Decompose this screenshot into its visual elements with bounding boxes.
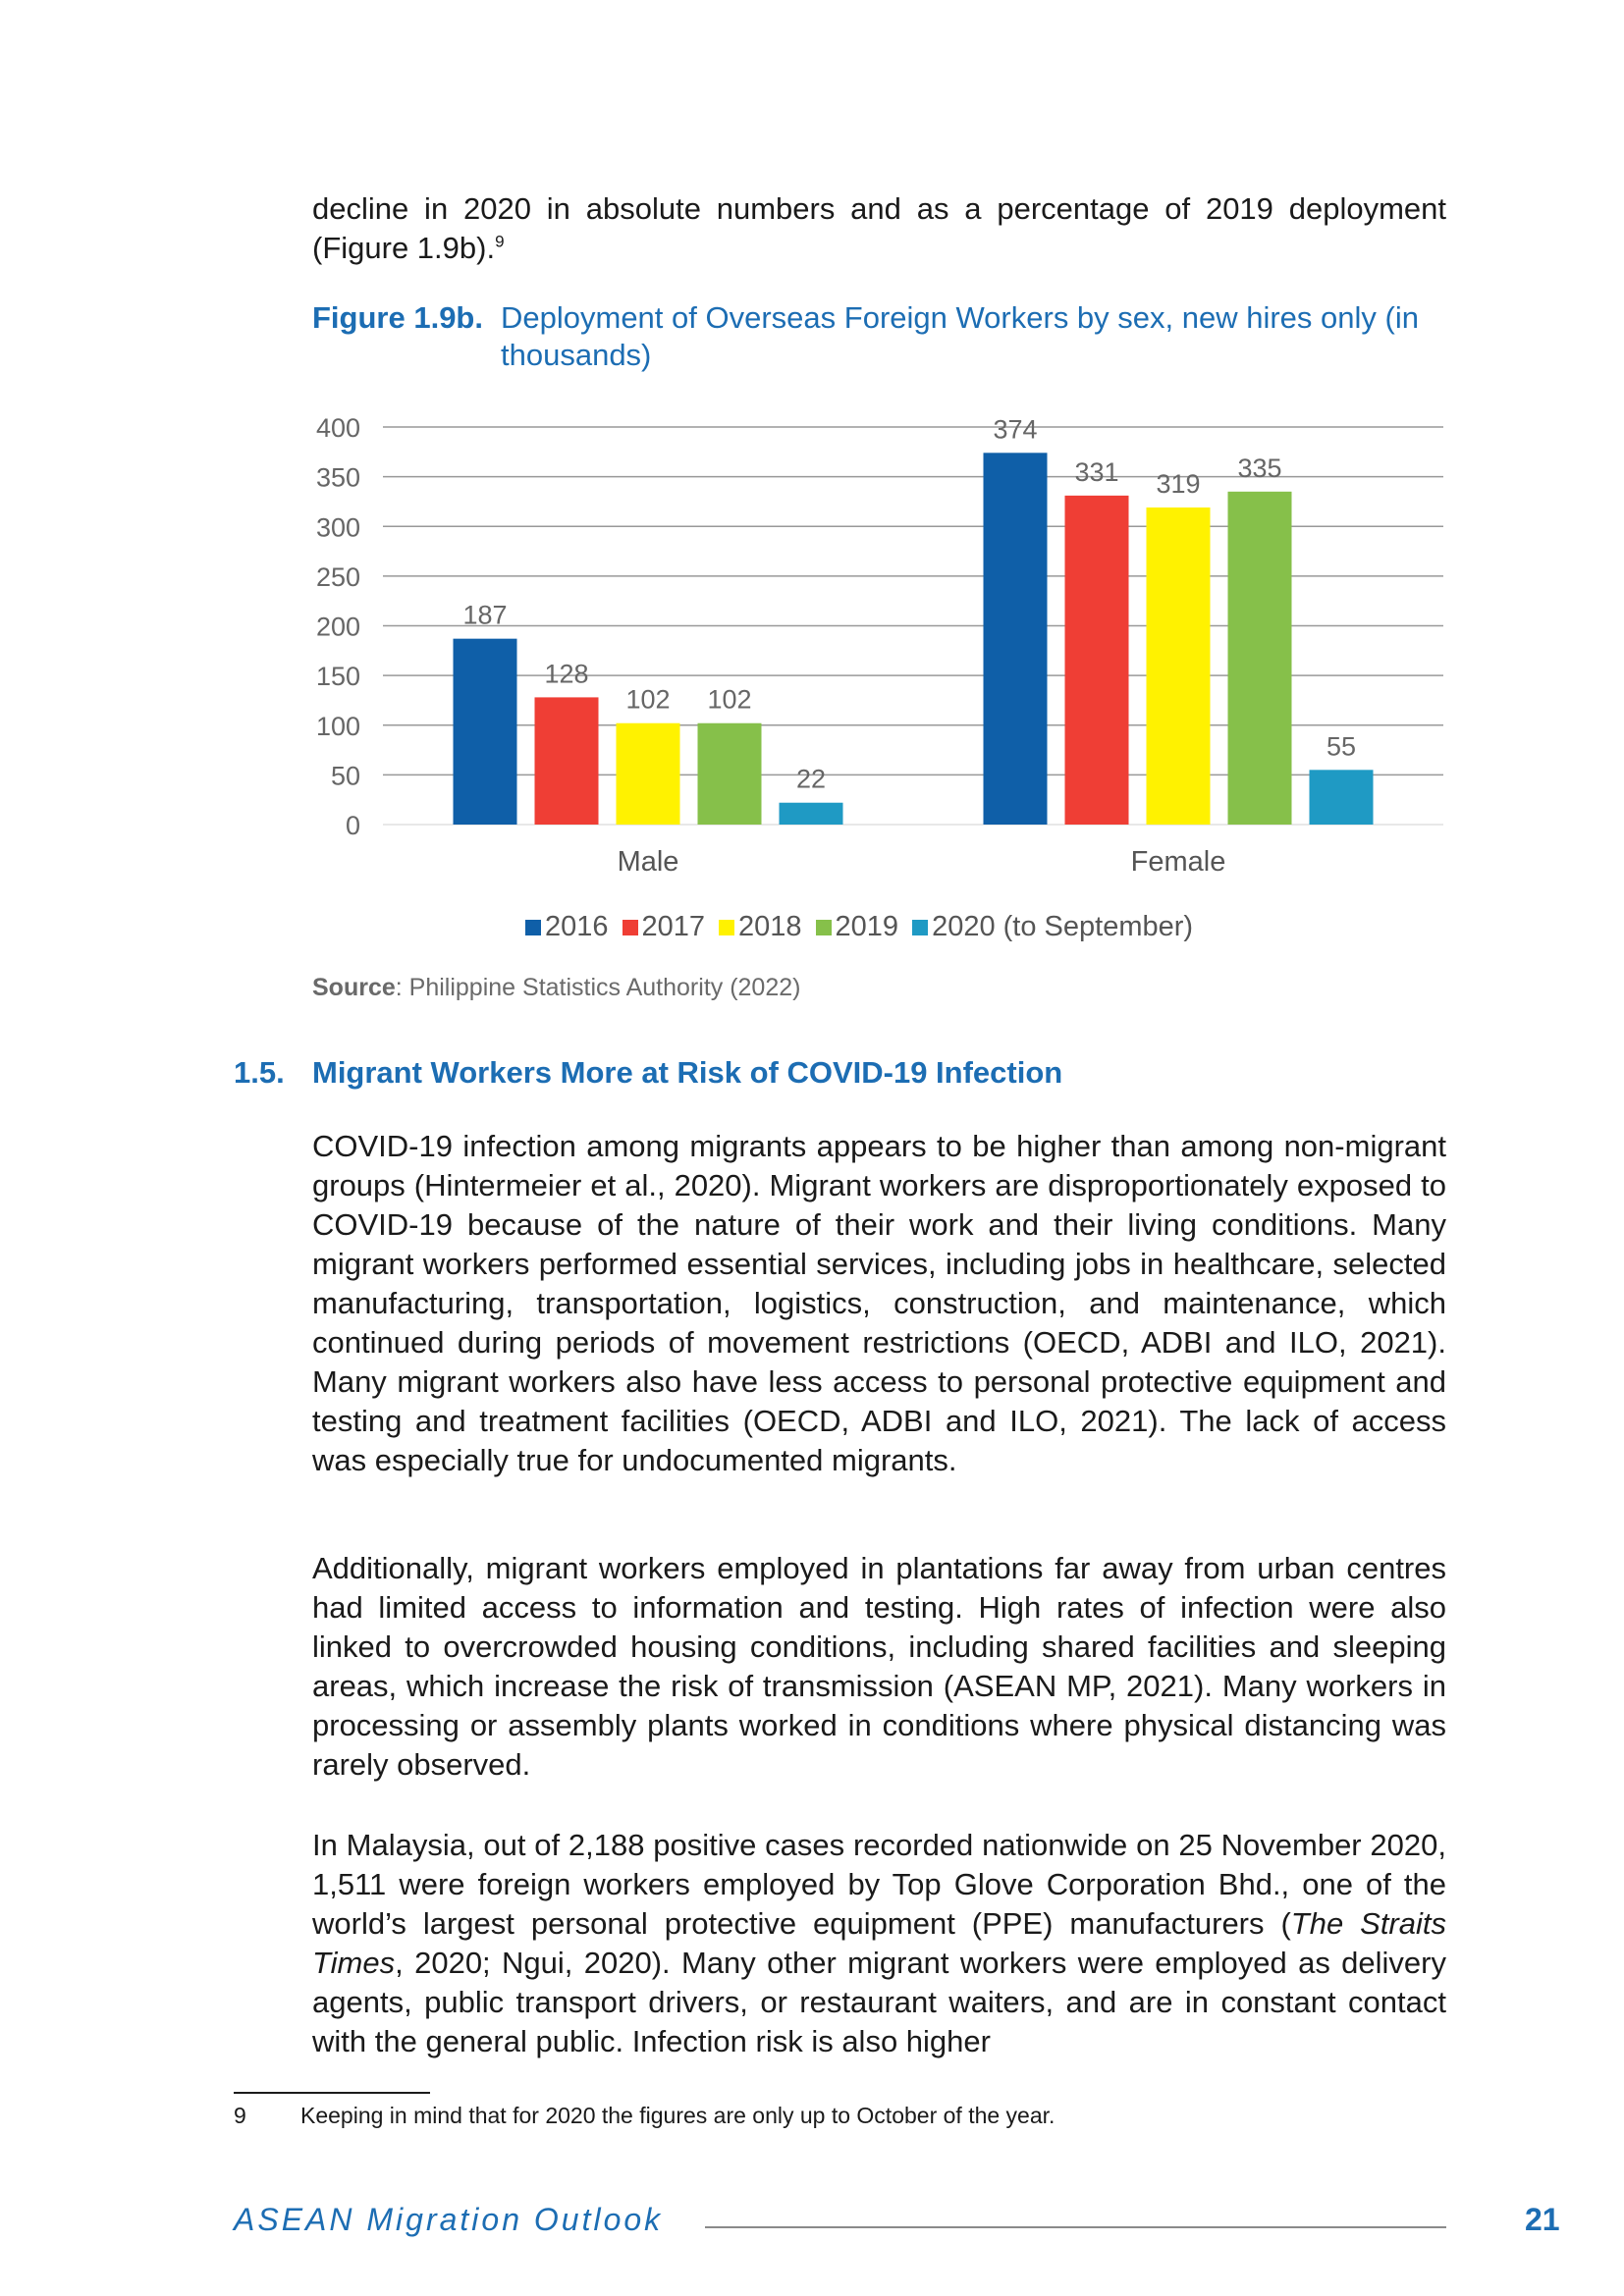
data-label: 55 [1326,731,1357,762]
footer-rule [705,2226,1446,2228]
category-label: Male [617,846,679,878]
legend-swatch [912,920,928,935]
bar [1310,770,1374,825]
paragraph-3 [312,1826,1446,2061]
running-footer-title: ASEAN Migration Outlook [234,2202,664,2237]
bar [1228,492,1292,825]
legend-item [816,911,899,943]
data-label: 319 [1156,469,1201,500]
legend-swatch [816,920,832,935]
y-tick-label: 250 [315,561,360,592]
intro-text: decline in 2020 in absolute numbers and as a percentage of 2019 deployment (Figure 1.9b). [312,191,1446,265]
bar [1147,507,1211,825]
legend-label: 2020 (to September) [932,911,1194,942]
chart-legend [525,911,1207,943]
paragraph-3-text-b: , 2020; Ngui, 2020). Many other migrant workers were employed as delivery agents, public transport drivers, or restaurant waiters, and are in constant contact with the general public. Infection risk is also higher [312,1946,1446,2058]
legend-label: 2017 [641,911,706,942]
citation-italic: The Straits Times [312,1906,1446,1980]
data-label: 128 [544,659,589,689]
bar [698,723,762,825]
bar [535,697,599,825]
legend-item [719,911,802,943]
legend-label: 2016 [545,911,609,942]
section-number: 1.5. [234,1055,285,1090]
source-label: Source [312,974,396,1001]
section-title: Migrant Workers More at Risk of COVID-19 Infection [312,1055,1063,1090]
y-tick-label: 100 [315,711,360,741]
footnote-ref[interactable]: 9 [495,232,505,251]
figure-label: Figure 1.9b. [312,300,483,335]
source-text: : Philippine Statistics Authority (2022) [395,974,801,1001]
legend-item [623,911,706,943]
paragraph-1: COVID-19 infection among migrants appears to be higher than among non-migrant groups (Hintermeier et al., 2020). Migrant workers are disproportionately exposed to COVID-19 because of the nature of their work and their living conditions. Many migrant workers performed essential services, including jobs in healthcare, selected manufacturing, transportation, logistics, construction, and maintenance, which continued during periods of movement restrictions (OECD, ADBI and ILO, 2021). Many migrant workers also have less access to personal protective equipment and testing and treatment facilities (OECD, ADBI and ILO, 2021). The lack of access was especially true for undocumented migrants. [312,1129,1446,1477]
intro-paragraph [312,189,1446,268]
data-label: 22 [795,764,827,794]
y-tick-label: 150 [315,662,360,692]
figure-title: Deployment of Overseas Foreign Workers by sex, new hires only (in thousands) [501,300,1419,372]
data-label: 331 [1074,456,1119,487]
bar [1065,496,1129,825]
data-label: 102 [625,684,671,715]
footnote-rule [234,2092,430,2094]
legend-label: 2018 [738,911,802,942]
bar [984,453,1048,825]
footnote-number: 9 [234,2103,246,2128]
y-tick-label: 400 [315,413,360,443]
y-tick-label: 0 [345,811,360,840]
data-label: 102 [707,684,752,715]
footnote-text: Keeping in mind that for 2020 the figures are only up to October of the year. [300,2103,1056,2128]
page-number: 21 [1525,2202,1560,2237]
data-label: 374 [993,414,1038,445]
bar [617,723,680,825]
bar [780,803,843,825]
legend-item [912,911,1193,943]
legend-swatch [623,920,638,935]
bar [454,639,517,825]
data-label: 335 [1237,453,1282,483]
y-tick-label: 200 [315,612,360,642]
legend-label: 2019 [835,911,899,942]
category-label: Female [1130,846,1226,878]
bar-chart [295,402,1453,952]
legend-item [525,911,609,943]
legend-swatch [719,920,734,935]
figure-source [312,974,800,1002]
y-tick-label: 300 [315,512,360,543]
legend-swatch [525,920,541,935]
paragraph-2: Additionally, migrant workers employed in plantations far away from urban centres had limited access to information and testing. High rates of infection were also linked to overcrowded housing conditions, including shared facilities and sleeping areas, which increase the risk of transmission (ASEAN MP, 2021). Many workers in processing or assembly plants worked in conditions where physical distancing was rarely observed. [312,1551,1446,1782]
y-tick-label: 50 [330,761,360,791]
paragraph-3-text-a: In Malaysia, out of 2,188 positive cases recorded nationwide on 25 November 2020, 1,511 were foreign workers employed by Top Glove Corporation Bhd., one of the world’s largest personal protective equipment (PPE) manufacturers ( [312,1828,1446,1941]
y-tick-label: 350 [315,462,360,493]
data-label: 187 [462,600,508,630]
